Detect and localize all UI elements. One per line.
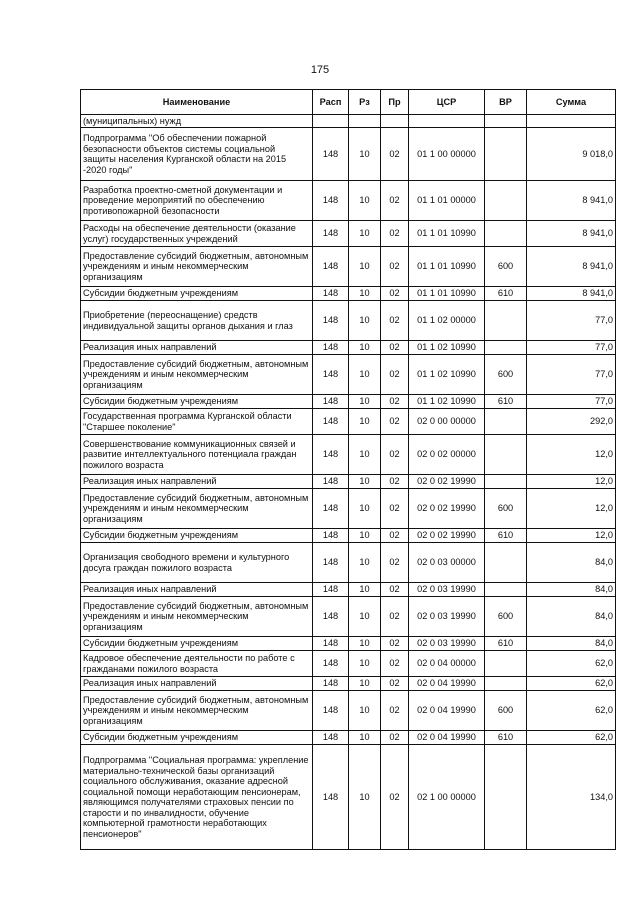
cell-csr: 01 1 02 10990 [409,355,485,395]
cell-name: Предоставление субсидий бюджетным, автономным учреждениям и иным некоммерческим организациям [81,597,313,637]
cell-rasp: 148 [313,181,349,221]
cell-csr: 01 1 01 10990 [409,287,485,301]
cell-pr: 02 [381,583,409,597]
page-number: 175 [310,64,330,76]
cell-sum: 62,0 [527,651,616,677]
cell-sum: 8 941,0 [527,247,616,287]
cell-vr: 610 [485,529,527,543]
cell-csr: 01 1 02 10990 [409,341,485,355]
cell-vr [485,128,527,181]
cell-rasp: 148 [313,529,349,543]
cell-rz: 10 [349,355,381,395]
table-row [81,489,616,529]
table-row [81,597,616,637]
cell-rasp: 148 [313,651,349,677]
column-header-pr: Пр [381,90,409,115]
cell-name: Субсидии бюджетным учреждениям [81,395,313,409]
cell-sum: 12,0 [527,529,616,543]
cell-name: Реализация иных направлений [81,677,313,691]
cell-rz: 10 [349,583,381,597]
cell-pr: 02 [381,731,409,745]
cell-name: Приобретение (переоснащение) средств индивидуальной защиты органов дыхания и глаз [81,301,313,341]
column-header-vr: ВР [485,90,527,115]
table-body [81,115,616,850]
cell-pr: 02 [381,181,409,221]
cell-sum: 8 941,0 [527,181,616,221]
budget-table [80,89,616,850]
cell-rz: 10 [349,287,381,301]
cell-csr: 01 1 00 00000 [409,128,485,181]
cell-vr [485,651,527,677]
cell-csr: 02 0 04 19990 [409,677,485,691]
cell-name: Подпрограмма "Об обеспечении пожарной безопасности объектов системы социальной защиты населения Курганской области на 2015 -2020 годы" [81,128,313,181]
cell-rasp [313,115,349,128]
table-row [81,247,616,287]
cell-sum: 84,0 [527,597,616,637]
table-row [81,475,616,489]
cell-csr: 02 0 04 19990 [409,691,485,731]
cell-pr: 02 [381,651,409,677]
table-row [81,395,616,409]
cell-vr: 610 [485,287,527,301]
cell-csr [409,115,485,128]
cell-csr: 02 0 03 19990 [409,637,485,651]
table-row [81,287,616,301]
cell-rasp: 148 [313,247,349,287]
cell-rz: 10 [349,691,381,731]
cell-pr: 02 [381,475,409,489]
cell-pr: 02 [381,543,409,583]
cell-pr [381,115,409,128]
cell-name: Расходы на обеспечение деятельности (оказание услуг) государственных учреждений [81,221,313,247]
cell-vr: 600 [485,355,527,395]
column-header-rasp: Расп [313,90,349,115]
cell-rz: 10 [349,409,381,435]
table-header-row [81,90,616,115]
cell-vr [485,475,527,489]
cell-rz: 10 [349,181,381,221]
cell-rz: 10 [349,731,381,745]
cell-sum: 62,0 [527,731,616,745]
cell-sum: 12,0 [527,435,616,475]
cell-vr: 610 [485,395,527,409]
cell-name: Совершенствование коммуникационных связей и развитие интеллектуального потенциала граждан пожилого возраста [81,435,313,475]
cell-sum: 77,0 [527,355,616,395]
cell-csr: 02 0 02 19990 [409,489,485,529]
cell-vr: 600 [485,597,527,637]
column-header-rz: Рз [349,90,381,115]
cell-rz: 10 [349,677,381,691]
cell-rasp: 148 [313,287,349,301]
cell-sum: 62,0 [527,691,616,731]
table-row [81,409,616,435]
cell-rz: 10 [349,745,381,850]
cell-csr: 02 0 03 00000 [409,543,485,583]
cell-sum: 9 018,0 [527,128,616,181]
table-row [81,583,616,597]
cell-pr: 02 [381,221,409,247]
cell-name: Предоставление субсидий бюджетным, автономным учреждениям и иным некоммерческим организациям [81,355,313,395]
cell-vr [485,677,527,691]
cell-vr [485,181,527,221]
cell-name: Реализация иных направлений [81,583,313,597]
cell-sum: 77,0 [527,341,616,355]
column-header-csr: ЦСР [409,90,485,115]
table-row [81,529,616,543]
cell-name: Кадровое обеспечение деятельности по работе с гражданами пожилого возраста [81,651,313,677]
cell-rz: 10 [349,597,381,637]
cell-rasp: 148 [313,128,349,181]
table-row [81,543,616,583]
cell-csr: 01 1 01 00000 [409,181,485,221]
cell-pr: 02 [381,409,409,435]
cell-sum: 84,0 [527,543,616,583]
cell-sum: 12,0 [527,475,616,489]
cell-sum: 292,0 [527,409,616,435]
cell-pr: 02 [381,597,409,637]
cell-pr: 02 [381,287,409,301]
cell-rasp: 148 [313,583,349,597]
cell-rasp: 148 [313,745,349,850]
cell-sum: 12,0 [527,489,616,529]
cell-name: Субсидии бюджетным учреждениям [81,287,313,301]
cell-csr: 02 0 03 19990 [409,597,485,637]
cell-name: Предоставление субсидий бюджетным, автономным учреждениям и иным некоммерческим организациям [81,691,313,731]
table-row [81,128,616,181]
cell-vr: 610 [485,731,527,745]
cell-sum [527,115,616,128]
cell-pr: 02 [381,128,409,181]
table-row [81,637,616,651]
cell-sum: 8 941,0 [527,287,616,301]
cell-name: Субсидии бюджетным учреждениям [81,637,313,651]
cell-rz: 10 [349,637,381,651]
table-row [81,341,616,355]
cell-sum: 77,0 [527,395,616,409]
cell-sum: 84,0 [527,637,616,651]
cell-rasp: 148 [313,543,349,583]
cell-name: Государственная программа Курганской области "Старшее поколение" [81,409,313,435]
table-row [81,301,616,341]
cell-vr: 600 [485,489,527,529]
cell-rasp: 148 [313,341,349,355]
cell-rasp: 148 [313,475,349,489]
cell-rz: 10 [349,341,381,355]
table-row [81,221,616,247]
cell-name: Субсидии бюджетным учреждениям [81,731,313,745]
cell-csr: 02 0 00 00000 [409,409,485,435]
cell-pr: 02 [381,529,409,543]
column-header-name: Наименование [81,90,313,115]
cell-pr: 02 [381,435,409,475]
table-row [81,691,616,731]
cell-pr: 02 [381,691,409,731]
cell-sum: 134,0 [527,745,616,850]
cell-name: Субсидии бюджетным учреждениям [81,529,313,543]
cell-rasp: 148 [313,409,349,435]
cell-rz: 10 [349,529,381,543]
cell-pr: 02 [381,395,409,409]
cell-name: Организация свободного времени и культурного досуга граждан пожилого возраста [81,543,313,583]
cell-vr [485,301,527,341]
cell-csr: 01 1 01 10990 [409,247,485,287]
cell-pr: 02 [381,677,409,691]
cell-sum: 62,0 [527,677,616,691]
cell-csr: 02 0 02 00000 [409,435,485,475]
cell-rz: 10 [349,247,381,287]
cell-rasp: 148 [313,355,349,395]
cell-rasp: 148 [313,395,349,409]
table-row [81,745,616,850]
cell-pr: 02 [381,745,409,850]
cell-rz: 10 [349,128,381,181]
cell-name: Подпрограмма "Социальная программа: укрепление материально-технической базы организаций социального обслуживания, оказание адресной социальной помощи неработающим пенсионерам, являющимся получателями страховых пенсии по старости и по инвалидности, обучение компьютерной грамотности неработающих пенсионеров" [81,745,313,850]
table-row [81,731,616,745]
cell-csr: 02 0 02 19990 [409,475,485,489]
cell-vr [485,409,527,435]
cell-rasp: 148 [313,489,349,529]
cell-vr: 600 [485,691,527,731]
cell-rz: 10 [349,395,381,409]
cell-rasp: 148 [313,435,349,475]
cell-csr: 01 1 01 10990 [409,221,485,247]
cell-name: Реализация иных направлений [81,341,313,355]
table-row [81,677,616,691]
cell-rasp: 148 [313,677,349,691]
cell-vr [485,341,527,355]
cell-rz: 10 [349,301,381,341]
cell-csr: 02 0 04 00000 [409,651,485,677]
cell-rz: 10 [349,475,381,489]
cell-csr: 02 0 02 19990 [409,529,485,543]
cell-sum: 8 941,0 [527,221,616,247]
cell-rz: 10 [349,435,381,475]
cell-vr [485,543,527,583]
table-row [81,115,616,128]
cell-rz: 10 [349,489,381,529]
cell-pr: 02 [381,637,409,651]
cell-csr: 01 1 02 10990 [409,395,485,409]
cell-vr [485,115,527,128]
cell-pr: 02 [381,489,409,529]
cell-vr: 610 [485,637,527,651]
cell-name: Реализация иных направлений [81,475,313,489]
cell-pr: 02 [381,355,409,395]
cell-vr [485,745,527,850]
cell-rz [349,115,381,128]
cell-rz: 10 [349,651,381,677]
table-row [81,355,616,395]
column-header-sum: Сумма [527,90,616,115]
cell-sum: 77,0 [527,301,616,341]
cell-pr: 02 [381,247,409,287]
cell-sum: 84,0 [527,583,616,597]
cell-vr: 600 [485,247,527,287]
cell-csr: 02 1 00 00000 [409,745,485,850]
cell-vr [485,583,527,597]
table-row [81,651,616,677]
cell-name: Разработка проектно-сметной документации и проведение мероприятий по обеспечению противопожарной безопасности [81,181,313,221]
cell-csr: 02 0 04 19990 [409,731,485,745]
cell-vr [485,221,527,247]
cell-rasp: 148 [313,691,349,731]
cell-rasp: 148 [313,221,349,247]
cell-rasp: 148 [313,597,349,637]
table-row [81,435,616,475]
cell-pr: 02 [381,301,409,341]
cell-csr: 02 0 03 19990 [409,583,485,597]
cell-name: (муниципальных) нужд [81,115,313,128]
table-row [81,181,616,221]
cell-rz: 10 [349,221,381,247]
cell-rasp: 148 [313,301,349,341]
cell-vr [485,435,527,475]
cell-rasp: 148 [313,731,349,745]
cell-rz: 10 [349,543,381,583]
cell-name: Предоставление субсидий бюджетным, автономным учреждениям и иным некоммерческим организациям [81,489,313,529]
cell-pr: 02 [381,341,409,355]
cell-name: Предоставление субсидий бюджетным, автономным учреждениям и иным некоммерческим организациям [81,247,313,287]
cell-csr: 01 1 02 00000 [409,301,485,341]
cell-rasp: 148 [313,637,349,651]
